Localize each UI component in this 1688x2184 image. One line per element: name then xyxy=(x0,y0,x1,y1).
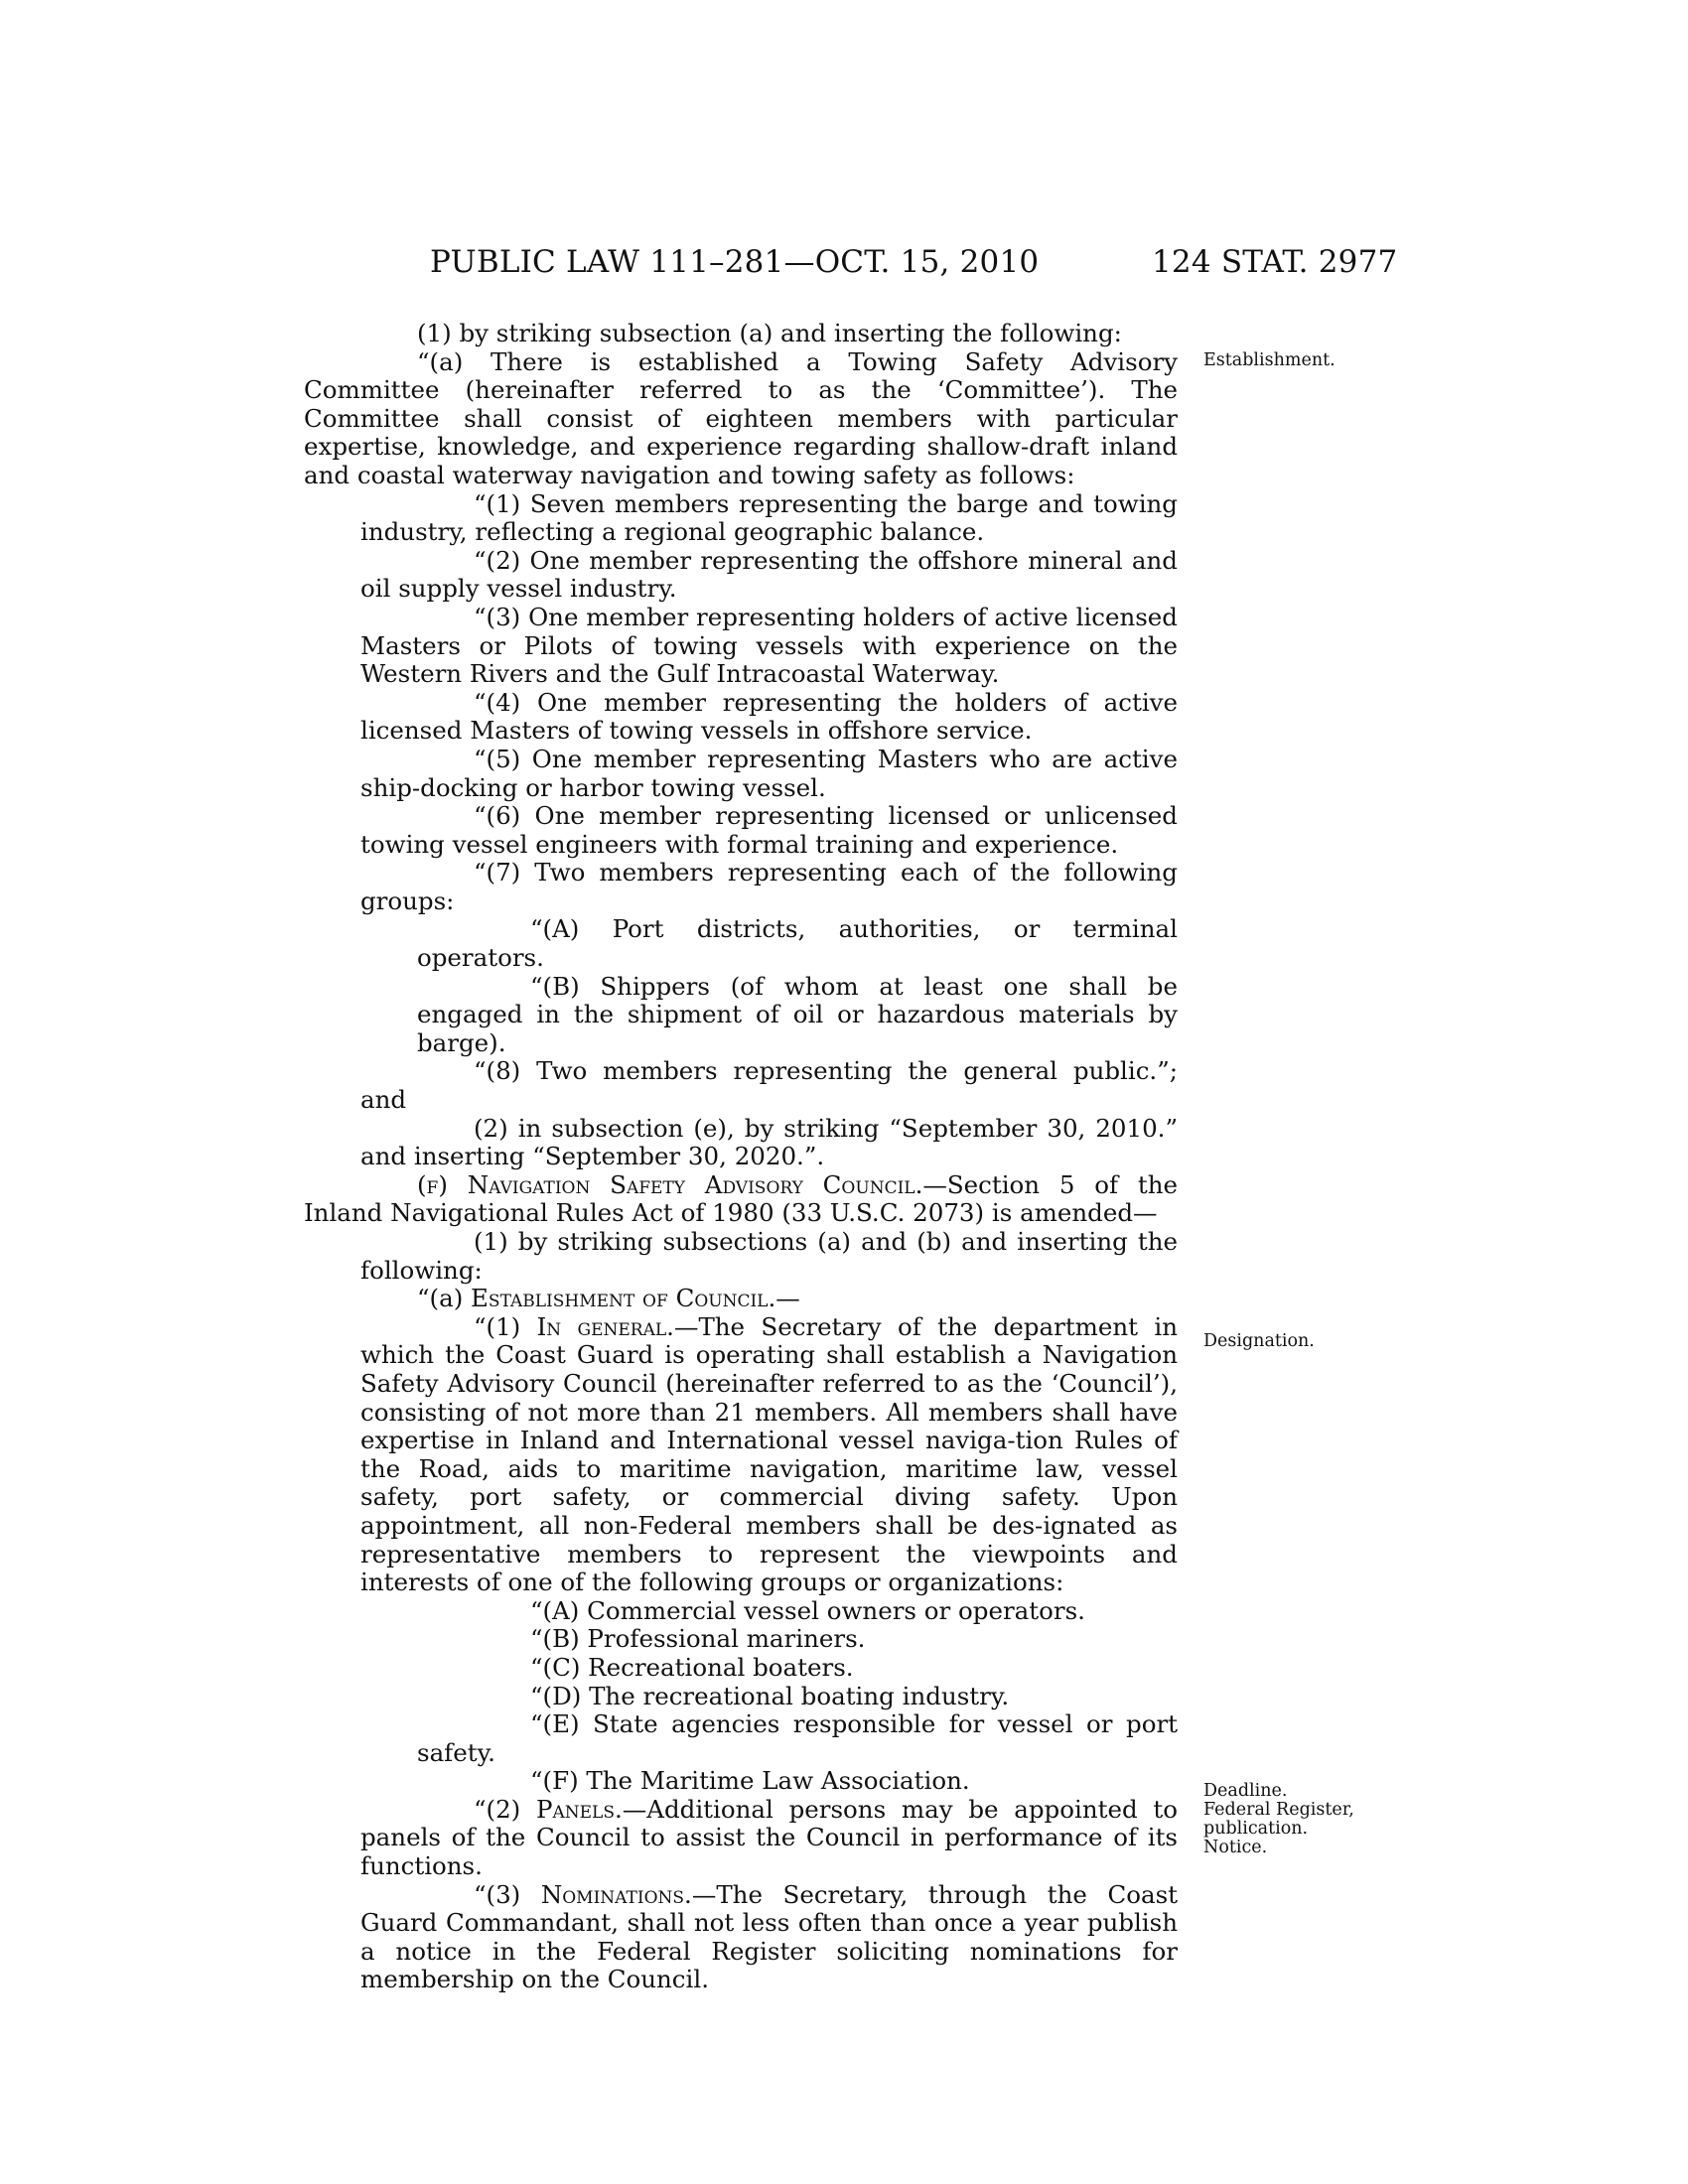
paragraph-marker: “(2) xyxy=(474,1794,536,1824)
list-item: “(A) Port districts, authorities, or terminal operators. xyxy=(417,914,1178,973)
margin-note-line: Federal Register, xyxy=(1203,1800,1354,1820)
list-item: “(7) Two members representing each of the following groups: xyxy=(360,858,1178,915)
paragraph: “(a) There is established a Towing Safety Advisory Committee (hereinafter referred to as the ‘Committee’). The Committee shall consist of eighteen members with particular expertise, knowledge, and experience regarding shallow-draft inland and coastal waterway navigation and towing safety as follows: xyxy=(304,346,1178,489)
subsection-marker: “(a) xyxy=(417,1284,472,1313)
paragraph-marker: “(1) xyxy=(474,1311,537,1341)
subsection-paragraph xyxy=(304,1285,1178,1313)
margin-note-line: Deadline. xyxy=(1203,1781,1288,1801)
margin-note-establishment: Establishment. xyxy=(1203,350,1336,370)
list-item: “(D) The recreational boating industry. xyxy=(530,1681,1010,1710)
paragraph-heading: In general. xyxy=(536,1311,674,1341)
section-heading: (f) Navigation Safety Advisory Council. xyxy=(417,1169,923,1199)
section-paragraph xyxy=(304,1171,1178,1228)
paragraph xyxy=(304,1881,1178,1994)
list-item: “(8) Two members representing the general public.”; and xyxy=(360,1056,1178,1115)
paragraph: (2) in subsection (e), by striking “September 30, 2010.” and inserting “September 30, 2020.”. xyxy=(360,1113,1178,1171)
margin-note-deadline xyxy=(1203,1782,1354,1857)
list-item: “(F) The Maritime Law Association. xyxy=(530,1766,970,1796)
section-text: —Section 5 of the Inland Navigational Rules Act of 1980 (33 U.S.C. 2073) is amended— xyxy=(304,1169,1179,1228)
paragraph-text: —The Secretary of the department in which the Coast Guard is operating shall establish a Navigation Safety Advisory Council (hereinafter referred to as the ‘Council’), consisting of not more than 21 members. All members shall have expertise in Inland and International vessel naviga-tion Rules of the Road, aids to maritime navigation, maritime law, vessel safety, port safety, or commercial diving safety. Upon appointment, all non-Federal members shall be des-ignated as representative members to represent the viewpoints and interests of one of the following groups or organizations: xyxy=(360,1311,1178,1597)
list-item: “(E) State agencies responsible for vessel or port safety. xyxy=(417,1709,1178,1767)
paragraph xyxy=(304,1313,1178,1597)
paragraph-marker: “(3) xyxy=(474,1879,541,1909)
document-body xyxy=(304,320,1178,1994)
margin-note-designation: Designation. xyxy=(1203,1331,1315,1351)
margin-note-line: Notice. xyxy=(1203,1838,1268,1857)
paragraph-text: —Additional persons may be appointed to panels of the Council to assist the Council in performance of its functions. xyxy=(360,1794,1178,1881)
running-header-stat: 124 STAT. 2977 xyxy=(1152,244,1398,280)
paragraph xyxy=(304,1796,1178,1881)
paragraph: (1) by striking subsection (a) and inserting the following: xyxy=(417,319,1122,347)
list-item: “(1) Seven members representing the barge and towing industry, reflecting a regional geographic balance. xyxy=(360,488,1178,547)
list-item: “(2) One member representing the offshore mineral and oil supply vessel industry. xyxy=(360,545,1178,604)
paragraph-text: —The Secretary, through the Coast Guard Commandant, shall not less often than once a year publish a notice in the Federal Register soliciting nominations for membership on the Council. xyxy=(360,1879,1178,1994)
paragraph-heading: Nominations. xyxy=(540,1879,692,1909)
margin-note-line: publication. xyxy=(1203,1819,1309,1839)
subsection-text: — xyxy=(775,1284,800,1313)
list-item: “(A) Commercial vessel owners or operators. xyxy=(530,1595,1085,1625)
list-item: “(5) One member representing Masters who are active ship-docking or harbor towing vessel. xyxy=(360,744,1178,802)
list-item: “(B) Professional mariners. xyxy=(530,1624,866,1654)
paragraph: (1) by striking subsections (a) and (b) and inserting the following: xyxy=(360,1227,1178,1285)
list-item: “(6) One member representing licensed or unlicensed towing vessel engineers with formal training and experience. xyxy=(360,801,1178,859)
list-item: “(C) Recreational boaters. xyxy=(530,1652,854,1682)
list-item: “(4) One member representing the holders of active licensed Masters of towing vessels in offshore service. xyxy=(360,687,1178,746)
subsection-heading: Establishment of Council. xyxy=(471,1284,776,1313)
running-header-law: PUBLIC LAW 111–281—OCT. 15, 2010 xyxy=(430,244,1040,280)
list-item: “(3) One member representing holders of active licensed Masters or Pilots of towing vessels with experience on the Western Rivers and the Gulf Intracoastal Waterway. xyxy=(360,602,1178,689)
paragraph-heading: Panels. xyxy=(535,1794,623,1824)
list-item: “(B) Shippers (of whom at least one shall be engaged in the shipment of oil or hazardous materials by barge). xyxy=(417,971,1178,1057)
